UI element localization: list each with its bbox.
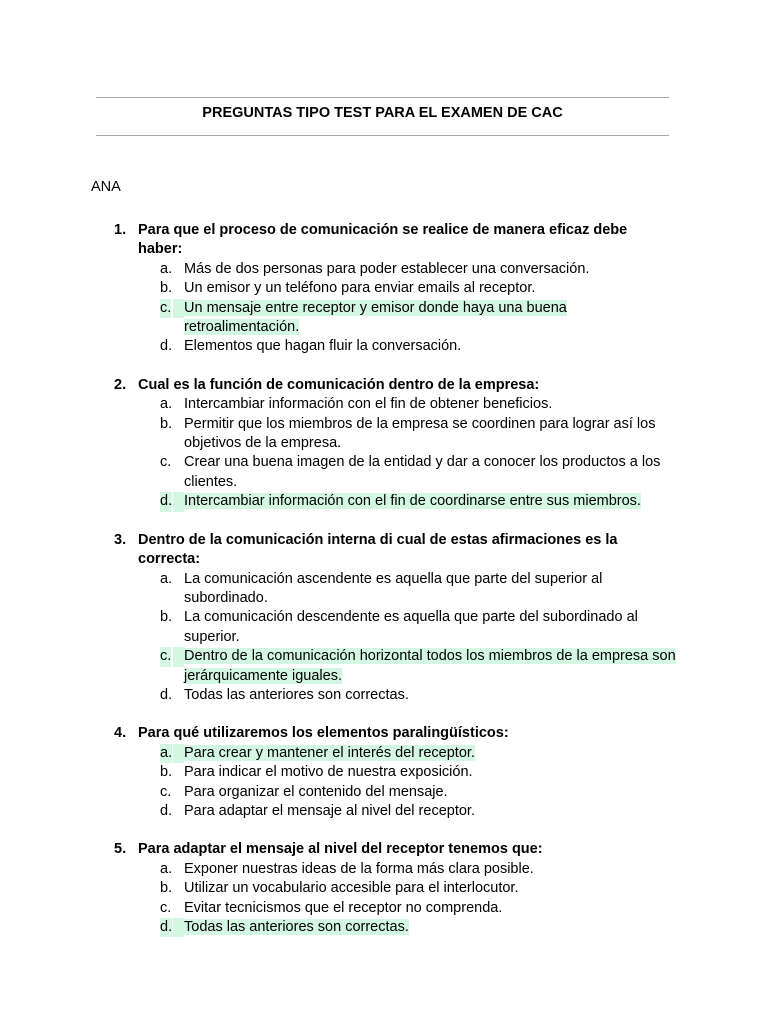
option-letter: a. [160, 396, 173, 413]
answer-option [138, 802, 684, 821]
correct-answer-option [138, 492, 684, 511]
question-item [0, 376, 768, 512]
option-letter: d. [160, 338, 173, 355]
answer-highlight [173, 918, 184, 937]
option-text: Para indicar el motivo de nuestra exposición. [184, 764, 473, 781]
answer-option [138, 279, 684, 298]
answer-option [138, 899, 684, 918]
question-number: 3. [114, 531, 127, 548]
option-letter: b. [160, 280, 173, 297]
question-item [0, 724, 768, 821]
option-letter: b. [160, 415, 173, 432]
option-text: Más de dos personas para poder establecer una conversación. [184, 260, 590, 277]
answer-highlight [173, 492, 184, 511]
answer-highlight [173, 299, 184, 318]
question-text: Para que el proceso de comunicación se realice de manera eficaz debe haber: [138, 222, 628, 258]
option-text: Todas las anteriores son correctas. [184, 919, 409, 935]
option-letter: d. [160, 918, 172, 937]
title-bottom-divider [96, 135, 669, 136]
option-letter: c. [160, 454, 172, 471]
option-letter: b. [160, 880, 173, 897]
answer-option [138, 763, 684, 782]
option-letter: a. [160, 570, 173, 587]
answer-option [138, 570, 684, 609]
option-letter: d. [160, 802, 173, 819]
title-top-divider [96, 97, 669, 98]
document-title: PREGUNTAS TIPO TEST PARA EL EXAMEN DE CAC [202, 105, 563, 121]
option-list [138, 860, 768, 938]
option-text: Permitir que los miembros de la empresa se coordinen para lograr así los objetivos de la empresa. [184, 415, 656, 452]
question-number: 2. [114, 376, 127, 393]
option-text: Utilizar un vocabulario accesible para el interlocutor. [184, 880, 519, 897]
answer-option [138, 337, 684, 356]
answer-option [138, 879, 684, 898]
option-text: Evitar tecnicismos que el receptor no comprenda. [184, 899, 503, 916]
answer-option [138, 686, 684, 705]
question-text: Dentro de la comunicación interna di cual de estas afirmaciones es la correcta: [138, 531, 618, 568]
question-number: 5. [114, 841, 127, 858]
question-item [0, 531, 768, 706]
option-letter: d. [160, 686, 173, 703]
option-letter: b. [160, 609, 173, 626]
answer-option [138, 260, 684, 279]
option-text: Intercambiar información con el fin de coordinarse entre sus miembros. [184, 493, 641, 510]
option-letter: a. [160, 260, 173, 277]
correct-answer-option [138, 647, 684, 686]
option-text: Un mensaje entre receptor y emisor donde haya una buena retroalimentación. [184, 299, 567, 336]
answer-option [138, 395, 684, 414]
correct-answer-option [138, 299, 684, 338]
option-text: Elementos que hagan fluir la conversación. [184, 338, 462, 355]
answer-highlight [173, 744, 184, 763]
question-number: 4. [114, 725, 127, 742]
question-text: Para qué utilizaremos los elementos paralingüísticos: [138, 725, 509, 742]
question-list [0, 221, 768, 956]
option-text: Para crear y mantener el interés del receptor. [184, 744, 475, 761]
answer-highlight [173, 647, 184, 666]
option-text: Un emisor y un teléfono para enviar emails al receptor. [184, 280, 536, 297]
option-letter: c. [160, 647, 171, 666]
option-text: Crear una buena imagen de la entidad y dar a conocer los productos a los clientes. [184, 454, 661, 490]
option-letter: a. [160, 744, 172, 763]
option-list [138, 260, 768, 357]
option-letter: c. [160, 899, 172, 916]
option-letter: a. [160, 860, 173, 877]
question-item [0, 840, 768, 937]
option-text: Exponer nuestras ideas de la forma más clara posible. [184, 860, 534, 877]
option-list [138, 744, 768, 822]
option-text: La comunicación ascendente es aquella que parte del superior al subordinado. [184, 570, 603, 606]
option-text: La comunicación descendente es aquella que parte del subordinado al superior. [184, 609, 638, 645]
option-letter: d. [160, 492, 172, 511]
option-text: Intercambiar información con el fin de obtener beneficios. [184, 396, 553, 413]
option-letter: c. [160, 783, 172, 800]
option-list [138, 395, 768, 511]
correct-answer-option [138, 744, 684, 763]
question-number: 1. [114, 222, 127, 238]
option-text: Todas las anteriores son correctas. [184, 686, 409, 703]
question-item [0, 221, 768, 357]
author-name: ANA [91, 179, 121, 195]
answer-option [138, 415, 684, 454]
option-list [138, 570, 768, 706]
question-text: Para adaptar el mensaje al nivel del receptor tenemos que: [138, 841, 543, 858]
option-letter: b. [160, 764, 173, 781]
option-letter: c. [160, 299, 171, 318]
option-text: Para adaptar el mensaje al nivel del receptor. [184, 802, 475, 819]
answer-option [138, 453, 684, 492]
option-text: Dentro de la comunicación horizontal todos los miembros de la empresa son jerárquicamente iguales. [184, 648, 676, 684]
question-text: Cual es la función de comunicación dentro de la empresa: [138, 376, 540, 393]
answer-option [138, 783, 684, 802]
answer-option [138, 608, 684, 647]
answer-option [138, 860, 684, 879]
option-text: Para organizar el contenido del mensaje. [184, 783, 448, 800]
correct-answer-option [138, 918, 684, 937]
